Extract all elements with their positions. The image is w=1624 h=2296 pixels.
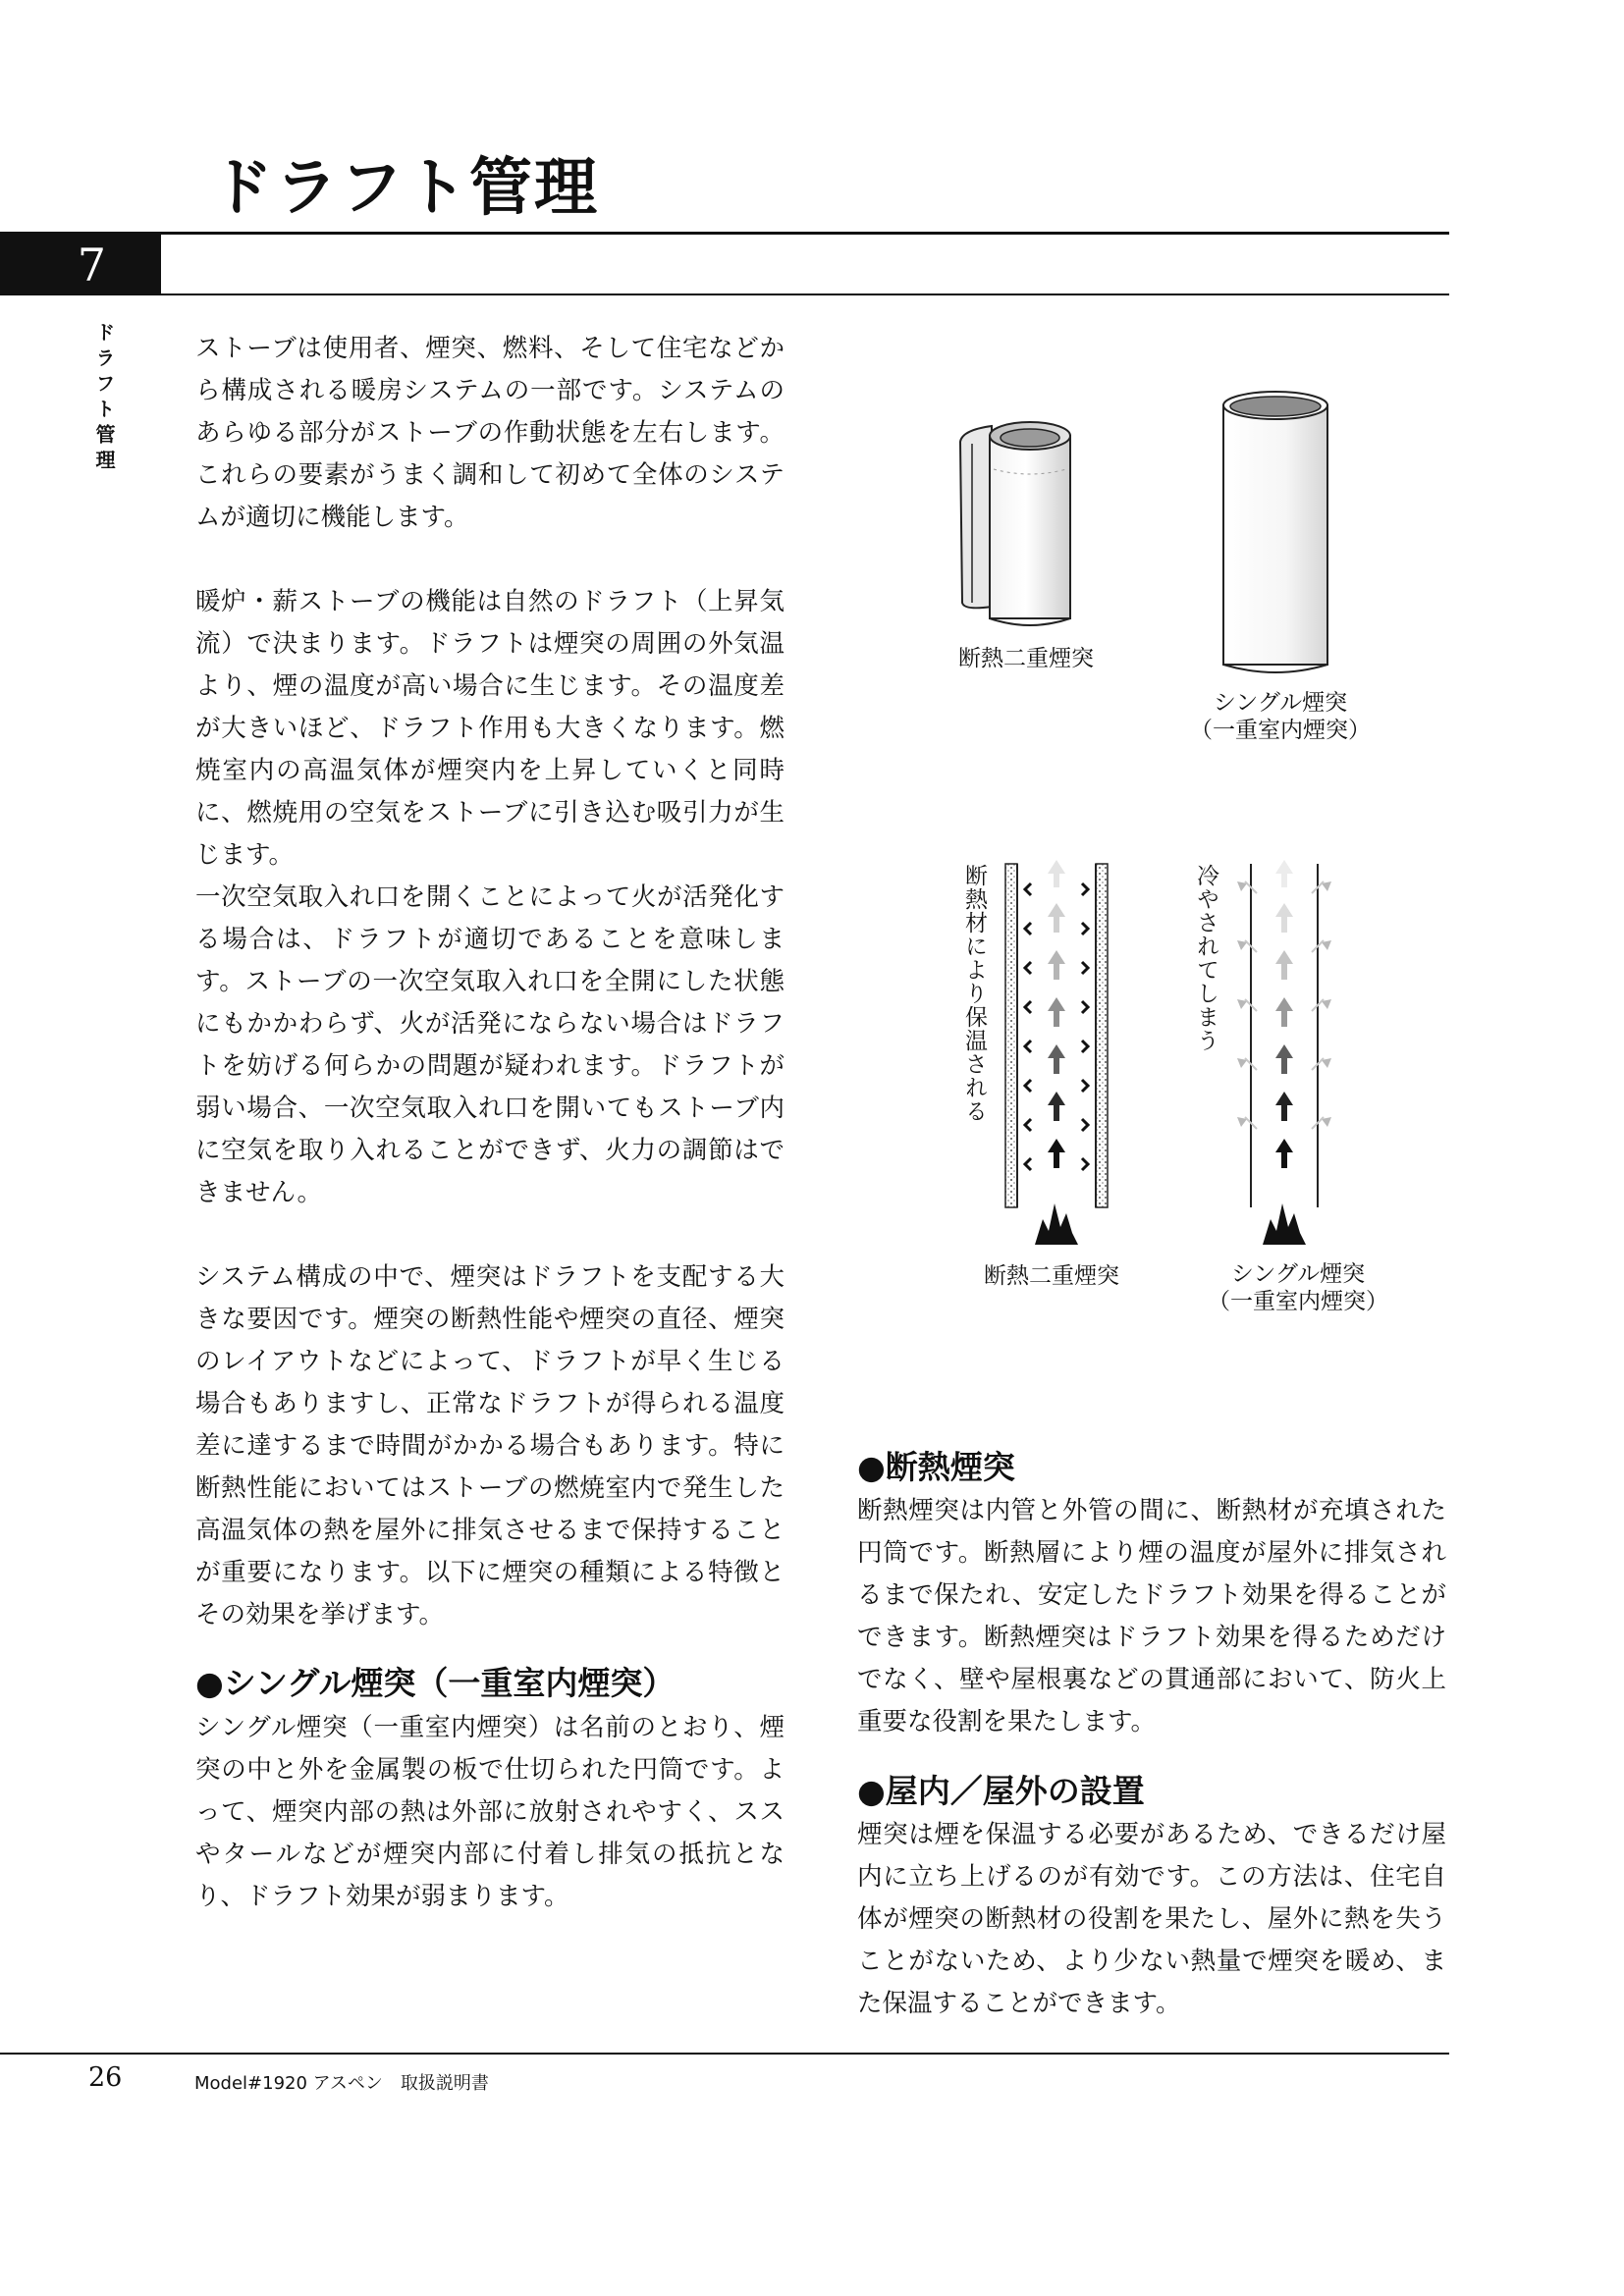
insulated-draft-diagram: [998, 854, 1115, 1249]
insulated-note: 断熱材により保温される: [961, 864, 987, 1123]
single-chimney-heading: ●シングル煙突（一重室内煙突）: [195, 1664, 676, 1702]
installation-paragraph: 煙突は煙を保温する必要があるため、できるだけ屋内に立ち上げるのが有効です。この方法は、住宅自体が煙突の断熱材の役割を果たし、屋外に熱を失うことがないため、より少ない熱量で煙突を暖め、また保温することができます。: [857, 1820, 1446, 2018]
insulated-chimney-paragraph: 断熱煙突は内管と外管の間に、断熱材が充填された円筒です。断熱層により煙の温度が屋外に排気されるまで保たれ、安定したドラフト効果を得ることができます。断熱煙突はドラフト効果を得るためだけでなく、壁や屋根裏などの貫通部において、防火上重要な役割を果たします。: [857, 1496, 1446, 1736]
single-chimney-illustration: [1218, 388, 1335, 682]
single-chimney-label: [1190, 689, 1371, 744]
page-title: ドラフト管理: [210, 151, 599, 225]
bottom-insulated-label: 断熱二重煙突: [984, 1263, 1119, 1289]
air-intake-paragraph: 一次空気取入れ口を開くことによって火が活発化する場合は、ドラフトが適切であることを意味します。ストーブの一次空気取入れ口を全開にした状態にもかかわらず、火が活発にならない場合はドラフトを妨げる何らかの問題が疑われます。ドラフトが弱い場合、一次空気取入れ口を開いてもストーブ内に空気を取り入れることができず、火力の調節はできません。: [195, 882, 785, 1207]
insulated-chimney-illustration: [952, 410, 1110, 636]
chapter-rule-vertical: [159, 235, 161, 295]
right-column: [857, 1445, 1446, 2025]
bottom-single-label: [1208, 1260, 1388, 1315]
page-number: 26: [88, 2062, 123, 2093]
single-note: 冷やされてしまう: [1193, 864, 1218, 1052]
left-column: [195, 328, 785, 1918]
single-chimney-paragraph: シングル煙突（一重室内煙突）は名前のとおり、煙突の中と外を金属製の板で仕切られた円筒です。よって、煙突内部の熱は外部に放射されやすく、ススやタールなどが煙突内部に付着し排気の抵抗となり、ドラフト効果が弱まります。: [195, 1713, 785, 1911]
title-rule: [0, 232, 1449, 235]
chimney-factor-paragraph: システム構成の中で、煙突はドラフトを支配する大きな要因です。煙突の断熱性能や煙突の直径、煙突のレイアウトなどによって、ドラフトが早く生じる場合もありますし、正常なドラフトが得られる温度差に達するまで時間がかかる場合もあります。特に断熱性能においてはストーブの燃焼室内で発生した高温気体の熱を屋外に排気させるまで保持することが重要になります。以下に煙突の種類による特徴とその効果を挙げます。: [195, 1262, 785, 1629]
insulated-chimney-heading: ●断熱煙突: [857, 1448, 1015, 1486]
document-name: Model#1920 アスペン 取扱説明書: [194, 2073, 489, 2094]
draft-paragraph: 暖炉・薪ストーブの機能は自然のドラフト（上昇気流）で決まります。ドラフトは煙突の周囲の外気温より、煙の温度が高い場合に生じます。その温度差が大きいほど、ドラフト作用も大きくなります。燃焼室内の高温気体が煙突内を上昇していくと同時に、燃焼用の空気をストーブに引き込む吸引力が生じます。: [195, 587, 785, 870]
installation-heading: ●屋内／屋外の設置: [857, 1772, 1145, 1810]
intro-paragraph: ストーブは使用者、煙突、燃料、そして住宅などから構成される暖房システムの一部です。システムのあらゆる部分がストーブの作動状態を左右します。これらの要素がうまく調和して初めて全体のシステムが適切に機能します。: [195, 334, 785, 532]
chapter-number-badge: 7: [0, 235, 159, 295]
bottom-single-label-line2: （一重室内煙突）: [1208, 1289, 1388, 1314]
bottom-single-label-line1: シングル煙突: [1230, 1261, 1366, 1287]
single-chimney-label-line1: シングル煙突: [1213, 690, 1348, 716]
side-section-label: ドラフト管理: [92, 322, 116, 475]
chapter-rule: [159, 294, 1449, 295]
single-draft-diagram: [1229, 854, 1339, 1249]
single-chimney-label-line2: （一重室内煙突）: [1190, 718, 1371, 743]
footer-rule: [0, 2053, 1449, 2055]
insulated-chimney-label: 断熱二重煙突: [958, 646, 1094, 671]
